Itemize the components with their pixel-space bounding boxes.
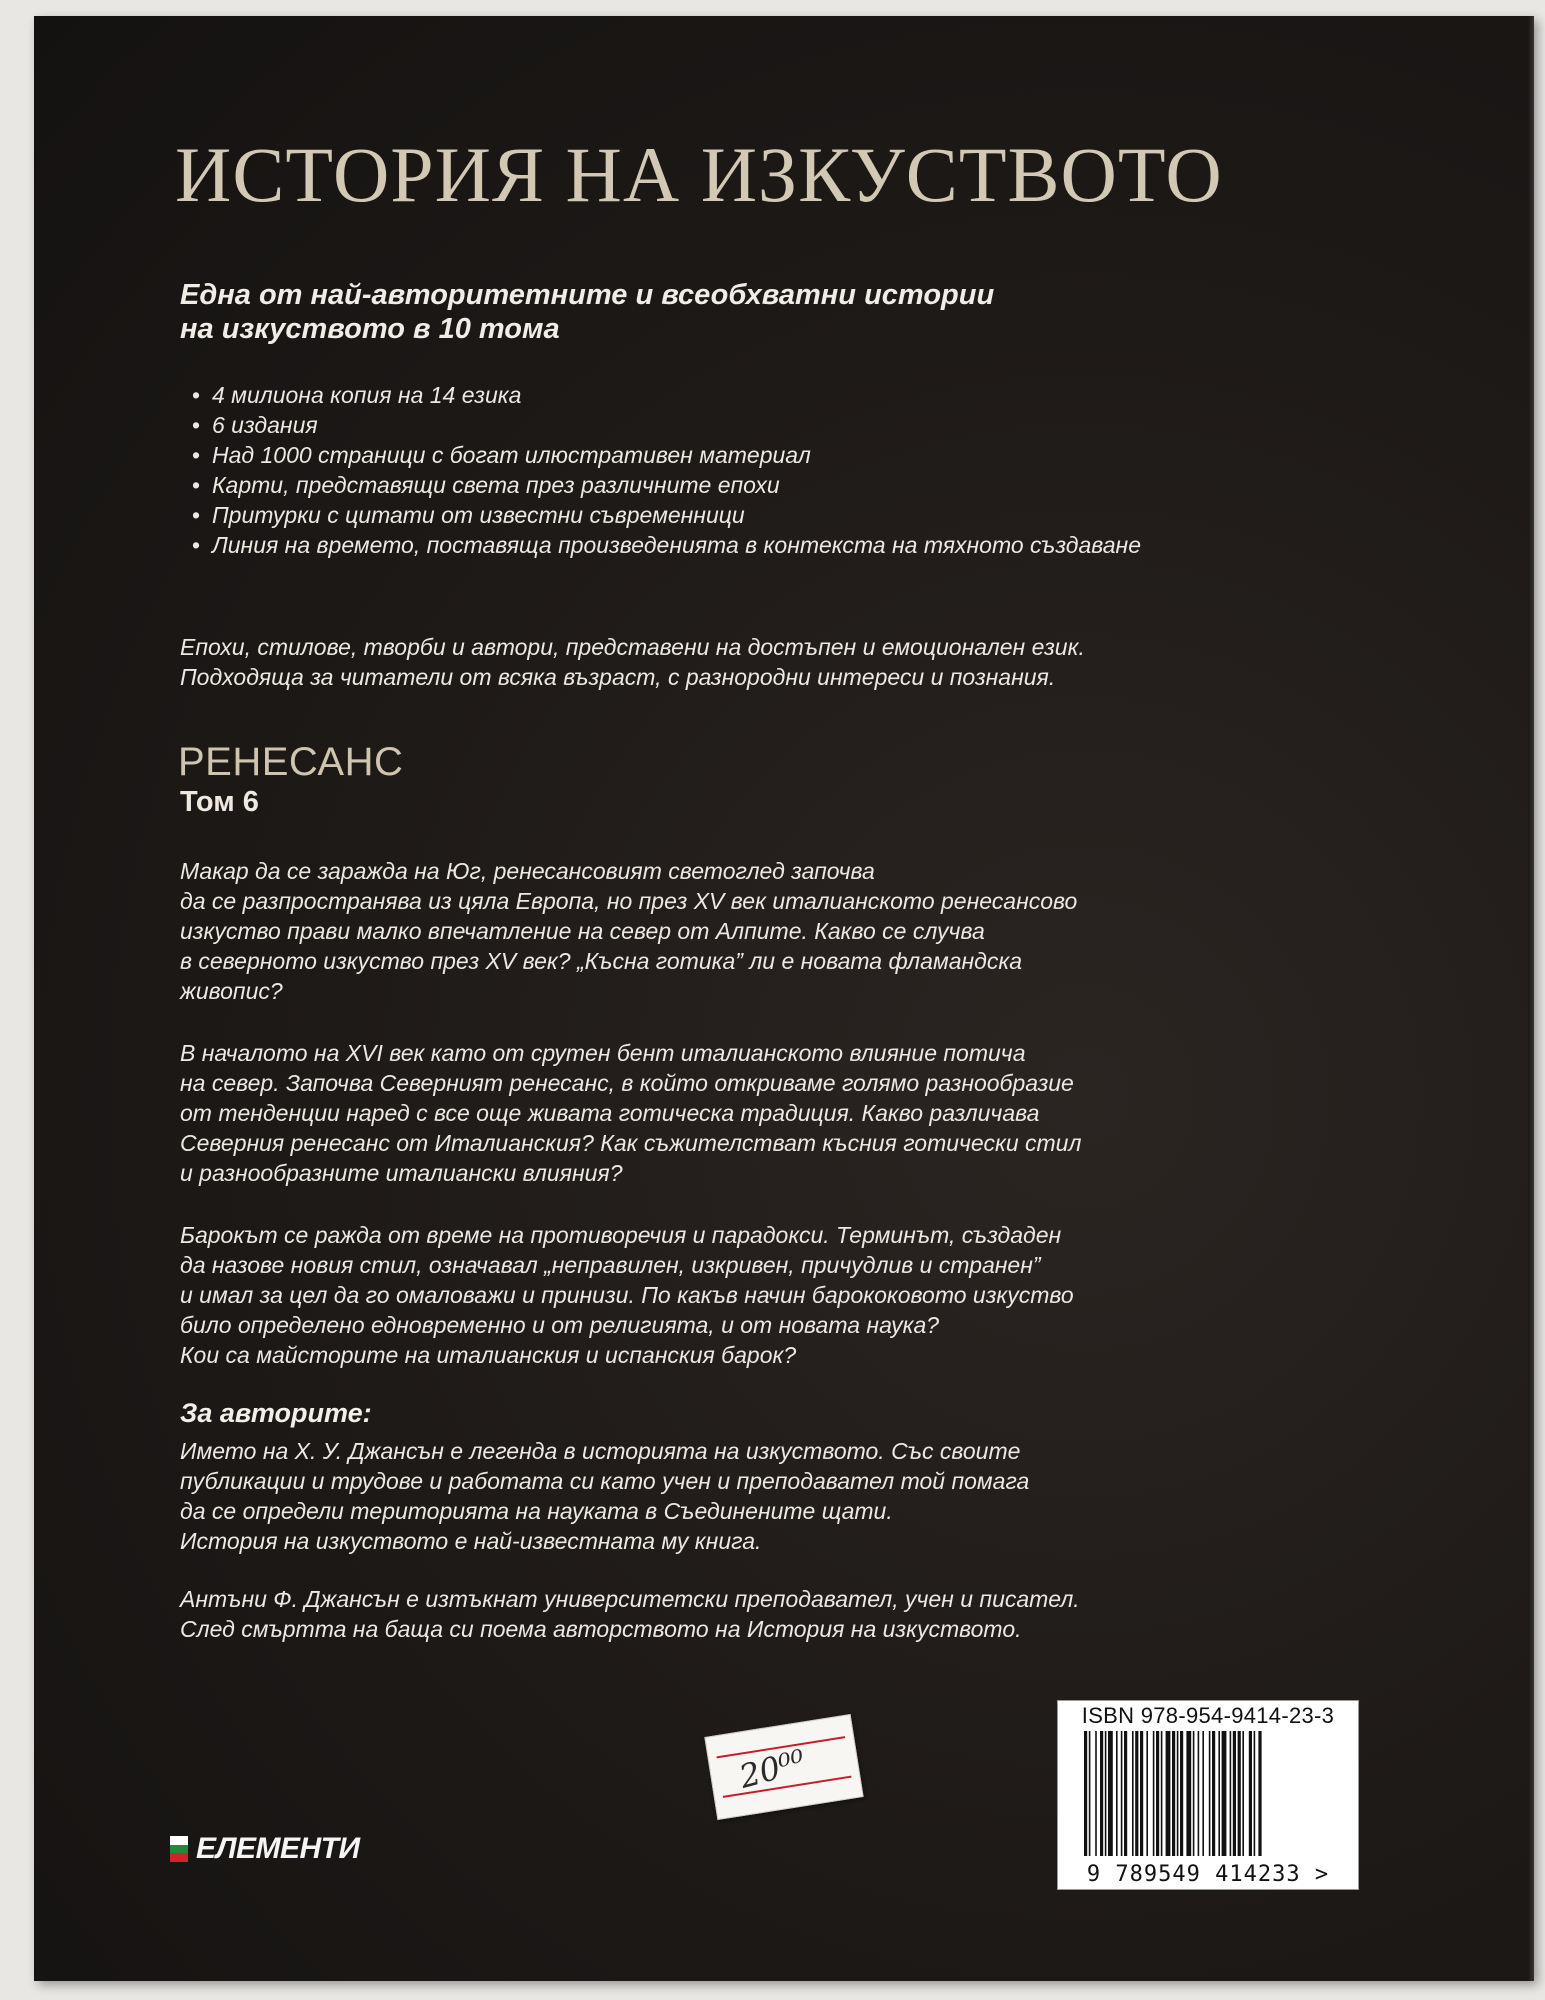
feature-item: [180, 500, 1180, 530]
feature-text: Линия на времето, поставяща произведенията в контекста на тяхното създаване: [212, 532, 1141, 558]
authors-line: публикации и трудове и работата си като учен и преподавател той помага: [180, 1468, 1030, 1494]
series-title: ИСТОРИЯ НА ИЗКУСТВОТО: [175, 131, 1223, 218]
barcode-bars-icon: [1084, 1731, 1332, 1856]
description-line: от тенденции наред с все още живата готическа традиция. Какво различава: [180, 1100, 1040, 1126]
intro-paragraph: [180, 632, 1240, 692]
description-line: било определено едновременно и от религията, и от новата наука?: [180, 1312, 940, 1338]
description-line: живопис?: [180, 978, 283, 1004]
feature-text: Притурки с цитати от известни съвременници: [212, 502, 745, 528]
description-line: в северното изкуство през XV век? „Късна готика” ли е новата фламандска: [180, 948, 1023, 974]
feature-text: Карти, представящи света през различните епохи: [212, 472, 780, 498]
feature-item: [180, 530, 1192, 560]
publisher-name: ЕЛЕМЕНТИ: [196, 1832, 360, 1865]
description-line: и разнообразните италиански влияния?: [180, 1160, 623, 1186]
volume-name: РЕНЕСАНС: [178, 740, 404, 784]
tagline: [180, 278, 1160, 346]
flag-stripe-red: [170, 1853, 188, 1862]
authors-line: История на изкуството е най-известната му книга.: [180, 1528, 762, 1554]
description-line: да назове новия стил, означавал „неправилен, изкривен, причудлив и странен”: [180, 1252, 1041, 1278]
feature-item: [180, 380, 1180, 410]
authors-heading: За авторите:: [180, 1398, 372, 1428]
description-line: В началото на XVI век като от срутен бент италианското влияние потича: [180, 1040, 1026, 1066]
authors-line: След смъртта на баща си поема авторството на История на изкуството.: [180, 1616, 1022, 1642]
feature-list: [180, 380, 1180, 560]
authors-line: Антъни Ф. Джансън е изтъкнат университетски преподавател, учен и писател.: [180, 1586, 1080, 1612]
description-line: Барокът се ражда от време на противоречия и парадокси. Терминът, създаден: [180, 1222, 1062, 1248]
tagline-line: Една от най-авторитетните и всеобхватни истории: [180, 279, 995, 311]
feature-item: [180, 410, 1180, 440]
feature-text: 6 издания: [212, 412, 318, 438]
volume-number: Том 6: [180, 786, 259, 818]
flag-stripe-white: [170, 1836, 188, 1845]
description-line: Кои са майсторите на италианския и испанския барок?: [180, 1342, 797, 1368]
publisher-logo: [170, 1832, 360, 1866]
description-line: изкуство прави малко впечатление на север от Алпите. Какво се случва: [180, 918, 985, 944]
description-line: и имал за цел да го омаловажи и принизи. По какъв начин барококовото изкуство: [180, 1282, 1074, 1308]
bullet-icon: •: [191, 472, 201, 498]
description-line: на север. Започва Северният ренесанс, в който откриваме голямо разнообразие: [180, 1070, 1074, 1096]
tagline-line: на изкуството в 10 тома: [180, 313, 560, 345]
bulgarian-flag-icon: [170, 1836, 188, 1862]
description-line: Северния ренесанс от Италианския? Как съжителстват късния готически стил: [180, 1130, 1082, 1156]
bullet-icon: •: [191, 412, 201, 438]
cover-spine-edge: [1528, 16, 1534, 1981]
description-paragraph-2: [180, 1038, 1240, 1188]
flag-stripe-green: [170, 1845, 188, 1854]
description-line: Макар да се заражда на Юг, ренесансовият светоглед започва: [180, 858, 875, 884]
isbn-number: ISBN 978-954-9414-23-3: [1081, 1703, 1335, 1728]
bullet-icon: •: [191, 382, 201, 408]
bullet-icon: •: [191, 442, 201, 468]
authors-line: Името на Х. У. Джансън е легенда в историята на изкуството. Със своите: [180, 1438, 1021, 1464]
authors-paragraph-2: [180, 1584, 1240, 1644]
feature-text: 4 милиона копия на 14 езика: [212, 382, 522, 408]
bullet-icon: •: [191, 532, 201, 558]
authors-paragraph-1: [180, 1436, 1240, 1556]
intro-line: Подходяща за читатели от всяка възраст, с разнородни интереси и познания.: [180, 664, 1056, 690]
barcode-digits: 9 789549 414233 >: [1086, 1862, 1330, 1887]
description-paragraph-1: [180, 856, 1240, 1006]
price-tag: 20⁰⁰: [735, 1741, 810, 1796]
description-paragraph-3: [180, 1220, 1240, 1370]
isbn-barcode: [1057, 1700, 1359, 1890]
authors-line: да се определи територията на науката в Съединените щати.: [180, 1498, 893, 1524]
intro-line: Епохи, стилове, творби и автори, представени на достъпен и емоционален език.: [180, 634, 1085, 660]
feature-item: [180, 440, 1180, 470]
feature-text: Над 1000 страници с богат илюстративен материал: [212, 442, 811, 468]
feature-item: [180, 470, 1180, 500]
bullet-icon: •: [191, 502, 201, 528]
description-line: да се разпространява из цяла Европа, но през XV век италианското ренесансово: [180, 888, 1078, 914]
